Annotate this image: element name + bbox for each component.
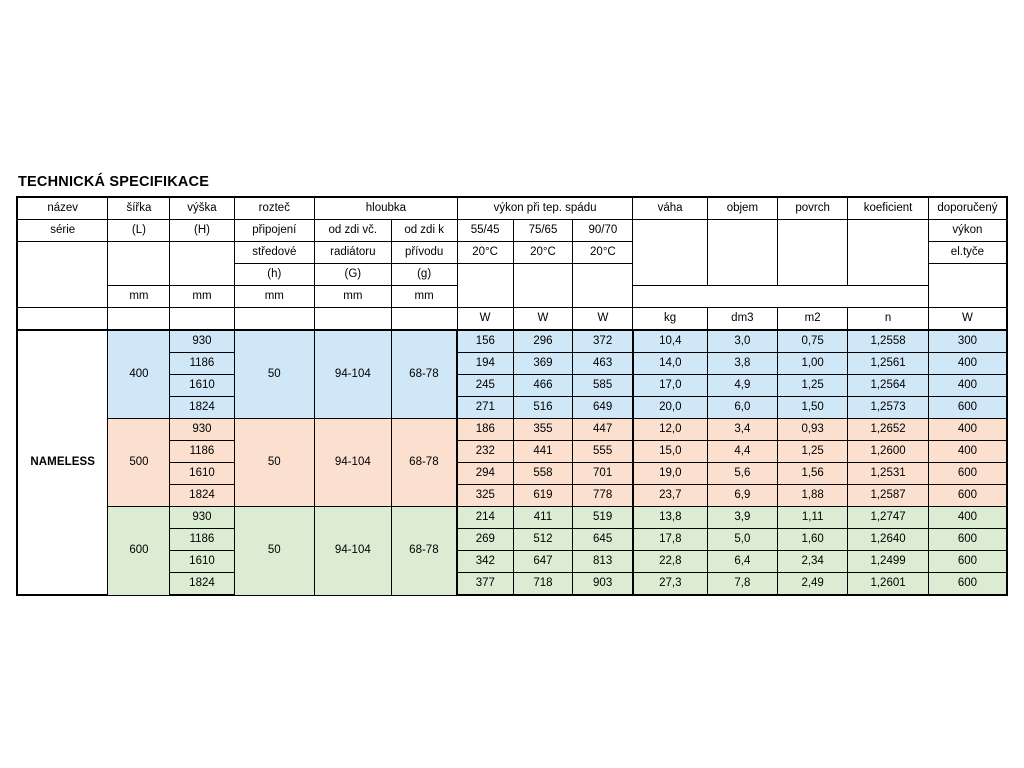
cell-vaha: 17,0 <box>633 375 707 397</box>
cell-vykon-5545: 325 <box>457 485 513 507</box>
cell-koeficient: 1,2640 <box>848 529 929 551</box>
header-nazev-blank <box>17 242 108 308</box>
cell-koeficient: 1,2558 <box>848 330 929 353</box>
unit-objem: dm3 <box>707 308 777 331</box>
header-doporuceny-2: výkon <box>928 220 1007 242</box>
cell-objem: 5,6 <box>707 463 777 485</box>
cell-objem: 6,9 <box>707 485 777 507</box>
cell-vykon-9070: 519 <box>573 507 633 529</box>
cell-objem: 5,0 <box>707 529 777 551</box>
cell-povrch: 2,49 <box>778 573 848 596</box>
cell-vykon-7565: 466 <box>513 375 573 397</box>
unit-hloubka-g: mm <box>315 286 391 308</box>
cell-vaha: 17,8 <box>633 529 707 551</box>
cell-objem: 3,0 <box>707 330 777 353</box>
cell-vykon-9070: 649 <box>573 397 633 419</box>
cell-objem: 4,4 <box>707 441 777 463</box>
cell-doporuceny-vykon: 400 <box>928 375 1007 397</box>
cell-vykon-9070: 778 <box>573 485 633 507</box>
header-hloubka-g2-2: přívodu <box>391 242 457 264</box>
row-height-cell: 1186 <box>170 529 234 551</box>
spec-sheet <box>16 174 1008 596</box>
unit-sirka-blank <box>108 308 170 331</box>
cell-vykon-5545: 377 <box>457 573 513 596</box>
header-objem: objem <box>707 197 777 220</box>
header-row-1 <box>17 197 1007 220</box>
unit-hloubka-g-blank <box>315 308 391 331</box>
cell-vykon-9070: 645 <box>573 529 633 551</box>
cell-objem: 3,8 <box>707 353 777 375</box>
cell-vaha: 20,0 <box>633 397 707 419</box>
header-vyska: výška <box>170 197 234 220</box>
header-roztec: rozteč <box>234 197 315 220</box>
row-height-cell: 1610 <box>170 551 234 573</box>
header-row-2 <box>17 220 1007 242</box>
cell-objem: 7,8 <box>707 573 777 596</box>
cell-povrch: 1,50 <box>778 397 848 419</box>
header-nazev-serie: název <box>17 197 108 220</box>
cell-vaha: 19,0 <box>633 463 707 485</box>
cell-povrch: 1,11 <box>778 507 848 529</box>
row-height-cell: 1186 <box>170 441 234 463</box>
series-name-cell: NAMELESS <box>17 330 108 595</box>
header-koeficient-blank <box>848 220 929 286</box>
cell-vykon-9070: 585 <box>573 375 633 397</box>
cell-vykon-9070: 813 <box>573 551 633 573</box>
cell-koeficient: 1,2561 <box>848 353 929 375</box>
unit-roztec: mm <box>234 286 315 308</box>
cell-vykon-7565: 647 <box>513 551 573 573</box>
header-hloubka-g-3: (G) <box>315 264 391 286</box>
header-vykon-5545: 55/45 <box>457 220 513 242</box>
cell-povrch: 1,25 <box>778 375 848 397</box>
cell-objem: 3,9 <box>707 507 777 529</box>
cell-doporuceny-vykon: 300 <box>928 330 1007 353</box>
row-height-cell: 1610 <box>170 375 234 397</box>
unit-doporuceny: W <box>928 308 1007 331</box>
cell-objem: 6,0 <box>707 397 777 419</box>
cell-koeficient: 1,2564 <box>848 375 929 397</box>
cell-vykon-5545: 214 <box>457 507 513 529</box>
cell-vykon-9070: 372 <box>573 330 633 353</box>
technical-specification-table <box>16 196 1008 596</box>
cell-vykon-7565: 619 <box>513 485 573 507</box>
cell-vykon-7565: 296 <box>513 330 573 353</box>
header-vaha: váha <box>633 197 707 220</box>
cell-vaha: 15,0 <box>633 441 707 463</box>
unit-vykon-5545-blank <box>457 264 513 308</box>
unit-vykon-7565: W <box>513 308 573 331</box>
cell-objem: 3,4 <box>707 419 777 441</box>
cell-doporuceny-vykon: 400 <box>928 419 1007 441</box>
group-width-cell: 500 <box>108 419 170 507</box>
cell-koeficient: 1,2573 <box>848 397 929 419</box>
cell-vykon-5545: 232 <box>457 441 513 463</box>
cell-doporuceny-vykon: 600 <box>928 573 1007 596</box>
unit-doporuceny-blank <box>928 264 1007 308</box>
table-body <box>17 197 1007 595</box>
cell-vykon-9070: 555 <box>573 441 633 463</box>
group-roztec-cell: 50 <box>234 419 315 507</box>
header-nazev-serie-2: série <box>17 220 108 242</box>
header-roztec-4: (h) <box>234 264 315 286</box>
cell-koeficient: 1,2601 <box>848 573 929 596</box>
cell-vaha: 23,7 <box>633 485 707 507</box>
row-height-cell: 1824 <box>170 573 234 596</box>
cell-vykon-5545: 245 <box>457 375 513 397</box>
cell-doporuceny-vykon: 600 <box>928 529 1007 551</box>
cell-vykon-7565: 516 <box>513 397 573 419</box>
cell-koeficient: 1,2531 <box>848 463 929 485</box>
cell-vykon-5545: 194 <box>457 353 513 375</box>
header-sirka-2: (L) <box>108 220 170 242</box>
cell-vykon-5545: 269 <box>457 529 513 551</box>
group-hloubka-g-cell: 94-104 <box>315 419 391 507</box>
units-row-2 <box>17 308 1007 331</box>
cell-vykon-7565: 512 <box>513 529 573 551</box>
cell-povrch: 1,56 <box>778 463 848 485</box>
cell-povrch: 1,25 <box>778 441 848 463</box>
group-hloubka-g2-cell: 68-78 <box>391 507 457 596</box>
cell-objem: 6,4 <box>707 551 777 573</box>
cell-vykon-9070: 903 <box>573 573 633 596</box>
cell-vaha: 10,4 <box>633 330 707 353</box>
header-sirka: šířka <box>108 197 170 220</box>
cell-povrch: 1,88 <box>778 485 848 507</box>
header-vykon-5545-unit-c: 20°C <box>457 242 513 264</box>
cell-povrch: 1,60 <box>778 529 848 551</box>
group-roztec-cell: 50 <box>234 330 315 419</box>
cell-vykon-5545: 186 <box>457 419 513 441</box>
header-povrch: povrch <box>778 197 848 220</box>
cell-doporuceny-vykon: 600 <box>928 463 1007 485</box>
unit-vykon-9070-blank <box>573 264 633 308</box>
unit-hloubka-g2-blank <box>391 308 457 331</box>
cell-objem: 4,9 <box>707 375 777 397</box>
unit-povrch: m2 <box>778 308 848 331</box>
cell-koeficient: 1,2499 <box>848 551 929 573</box>
cell-koeficient: 1,2600 <box>848 441 929 463</box>
page-title: TECHNICKÁ SPECIFIKACE <box>18 174 210 190</box>
cell-vykon-7565: 558 <box>513 463 573 485</box>
header-objem-blank <box>707 220 777 286</box>
table-row <box>17 419 1007 441</box>
header-vykon-7565: 75/65 <box>513 220 573 242</box>
cell-koeficient: 1,2652 <box>848 419 929 441</box>
cell-vykon-7565: 369 <box>513 353 573 375</box>
cell-doporuceny-vykon: 600 <box>928 397 1007 419</box>
row-height-cell: 930 <box>170 330 234 353</box>
unit-vykon-9070: W <box>573 308 633 331</box>
cell-doporuceny-vykon: 400 <box>928 353 1007 375</box>
group-roztec-cell: 50 <box>234 507 315 596</box>
unit-hloubka-g2: mm <box>391 286 457 308</box>
cell-povrch: 1,00 <box>778 353 848 375</box>
cell-vaha: 14,0 <box>633 353 707 375</box>
header-vykon-9070: 90/70 <box>573 220 633 242</box>
unit-koeficient: n <box>848 308 929 331</box>
cell-vaha: 12,0 <box>633 419 707 441</box>
row-height-cell: 930 <box>170 419 234 441</box>
row-height-cell: 1610 <box>170 463 234 485</box>
group-hloubka-g-cell: 94-104 <box>315 330 391 419</box>
cell-koeficient: 1,2587 <box>848 485 929 507</box>
row-height-cell: 1186 <box>170 353 234 375</box>
header-vykon-9070-unit-c: 20°C <box>573 242 633 264</box>
header-roztec-2: připojení <box>234 220 315 242</box>
cell-doporuceny-vykon: 400 <box>928 507 1007 529</box>
header-doporuceny: doporučený <box>928 197 1007 220</box>
header-vyska-blank <box>170 242 234 286</box>
cell-vykon-9070: 463 <box>573 353 633 375</box>
cell-vykon-5545: 342 <box>457 551 513 573</box>
row-height-cell: 1824 <box>170 485 234 507</box>
header-hloubka-g-2: radiátoru <box>315 242 391 264</box>
cell-vykon-5545: 294 <box>457 463 513 485</box>
unit-vyska-blank <box>170 308 234 331</box>
header-povrch-blank <box>778 220 848 286</box>
header-hloubka-g2-1: od zdi k <box>391 220 457 242</box>
row-height-cell: 1824 <box>170 397 234 419</box>
header-vykon-7565-unit-c: 20°C <box>513 242 573 264</box>
unit-vyska: mm <box>170 286 234 308</box>
cell-vykon-7565: 718 <box>513 573 573 596</box>
header-hloubka-g-1: od zdi vč. <box>315 220 391 242</box>
header-sirka-blank <box>108 242 170 286</box>
cell-vykon-9070: 447 <box>573 419 633 441</box>
header-hloubka-g2-3: (g) <box>391 264 457 286</box>
header-vaha-blank <box>633 220 707 286</box>
unit-nazev-blank <box>17 308 108 331</box>
header-koeficient: koeficient <box>848 197 929 220</box>
cell-vykon-7565: 411 <box>513 507 573 529</box>
group-width-cell: 400 <box>108 330 170 419</box>
unit-vykon-5545: W <box>457 308 513 331</box>
cell-doporuceny-vykon: 600 <box>928 551 1007 573</box>
unit-sirka: mm <box>108 286 170 308</box>
cell-povrch: 0,93 <box>778 419 848 441</box>
cell-vykon-9070: 701 <box>573 463 633 485</box>
group-width-cell: 600 <box>108 507 170 596</box>
cell-povrch: 0,75 <box>778 330 848 353</box>
cell-doporuceny-vykon: 600 <box>928 485 1007 507</box>
unit-vaha: kg <box>633 308 707 331</box>
group-hloubka-g2-cell: 68-78 <box>391 330 457 419</box>
cell-povrch: 2,34 <box>778 551 848 573</box>
table-row <box>17 330 1007 353</box>
cell-vaha: 13,8 <box>633 507 707 529</box>
cell-vykon-7565: 441 <box>513 441 573 463</box>
cell-vykon-7565: 355 <box>513 419 573 441</box>
unit-roztec-blank <box>234 308 315 331</box>
group-hloubka-g-cell: 94-104 <box>315 507 391 596</box>
group-hloubka-g2-cell: 68-78 <box>391 419 457 507</box>
unit-vykon-7565-blank <box>513 264 573 308</box>
header-vykon: výkon při tep. spádu <box>457 197 633 220</box>
row-height-cell: 930 <box>170 507 234 529</box>
cell-doporuceny-vykon: 400 <box>928 441 1007 463</box>
cell-vykon-5545: 271 <box>457 397 513 419</box>
header-roztec-3: středové <box>234 242 315 264</box>
cell-koeficient: 1,2747 <box>848 507 929 529</box>
header-vyska-2: (H) <box>170 220 234 242</box>
cell-vaha: 27,3 <box>633 573 707 596</box>
cell-vykon-5545: 156 <box>457 330 513 353</box>
cell-vaha: 22,8 <box>633 551 707 573</box>
header-doporuceny-3: el.tyče <box>928 242 1007 264</box>
header-hloubka: hloubka <box>315 197 458 220</box>
table-row <box>17 507 1007 529</box>
